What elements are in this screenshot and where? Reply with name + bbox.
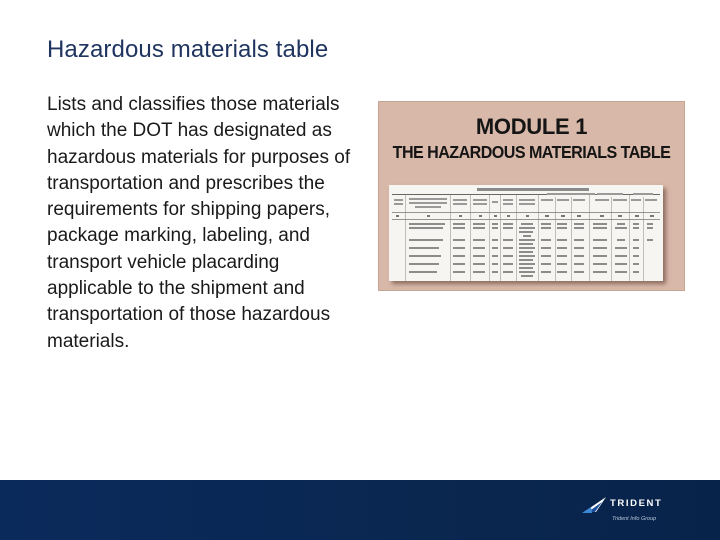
table-document-image bbox=[389, 185, 663, 281]
table-scan-graphic bbox=[389, 185, 663, 281]
footer-bar bbox=[0, 480, 720, 540]
figure-subheading: THE HAZARDOUS MATERIALS TABLE bbox=[392, 142, 671, 162]
slide-body-text: Lists and classifies those materials which the DOT has designated as hazardous materials for purposes of transportation and prescribes the requirements for shipping papers, package marking, labeling, and transport vehicle placarding applicable to the shipment and transportation of those hazardous materials. bbox=[47, 94, 351, 352]
logo-tagline: Trident Info Group bbox=[612, 516, 657, 522]
logo-wordmark: TRIDENT bbox=[610, 498, 663, 509]
trident-triangle-icon bbox=[582, 496, 608, 514]
trident-logo bbox=[582, 494, 672, 530]
hazmat-table-figure bbox=[378, 101, 685, 291]
slide-title: Hazardous materials table bbox=[47, 36, 329, 63]
figure-heading: MODULE 1 bbox=[475, 114, 588, 139]
